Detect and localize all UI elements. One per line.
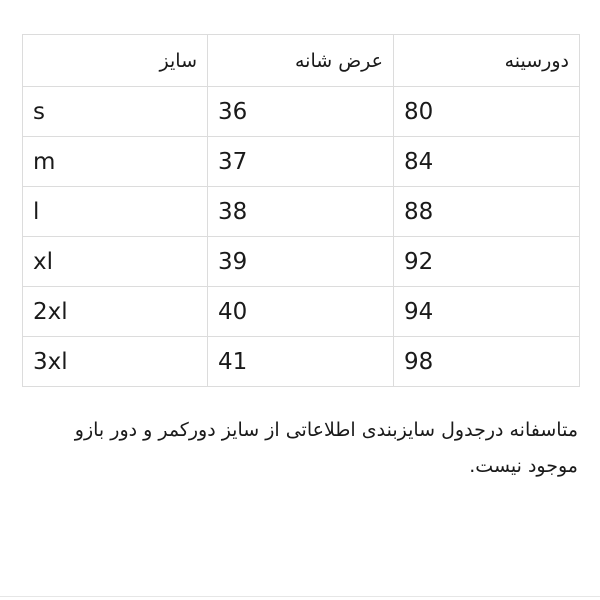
table-row bbox=[23, 87, 580, 137]
cell-shoulder: 38 bbox=[208, 187, 394, 237]
size-table bbox=[22, 34, 580, 387]
cell-chest: 88 bbox=[394, 187, 580, 237]
header-shoulder-width: عرض شانه bbox=[208, 35, 394, 87]
header-size: سایز bbox=[23, 35, 208, 87]
cell-chest: 84 bbox=[394, 137, 580, 187]
table-header-row bbox=[23, 35, 580, 87]
table-row bbox=[23, 137, 580, 187]
cell-size: xl bbox=[23, 237, 208, 287]
cell-size: l bbox=[23, 187, 208, 237]
cell-shoulder: 39 bbox=[208, 237, 394, 287]
header-chest: دورسینه bbox=[394, 35, 580, 87]
cell-shoulder: 37 bbox=[208, 137, 394, 187]
sizing-note: متاسفانه درجدول سایزبندی اطلاعاتی از سایز دورکمر و دور بازو موجود نیست. bbox=[74, 419, 578, 477]
cell-chest: 94 bbox=[394, 287, 580, 337]
cell-chest: 92 bbox=[394, 237, 580, 287]
cell-chest: 98 bbox=[394, 337, 580, 387]
cell-chest: 80 bbox=[394, 87, 580, 137]
cell-size: s bbox=[23, 87, 208, 137]
cell-shoulder: 36 bbox=[208, 87, 394, 137]
table-row bbox=[23, 337, 580, 387]
cell-size: 2xl bbox=[23, 287, 208, 337]
table-row bbox=[23, 187, 580, 237]
cell-size: m bbox=[23, 137, 208, 187]
bottom-divider bbox=[0, 596, 600, 597]
cell-size: 3xl bbox=[23, 337, 208, 387]
cell-shoulder: 40 bbox=[208, 287, 394, 337]
cell-shoulder: 41 bbox=[208, 337, 394, 387]
table-row bbox=[23, 287, 580, 337]
table-row bbox=[23, 237, 580, 287]
